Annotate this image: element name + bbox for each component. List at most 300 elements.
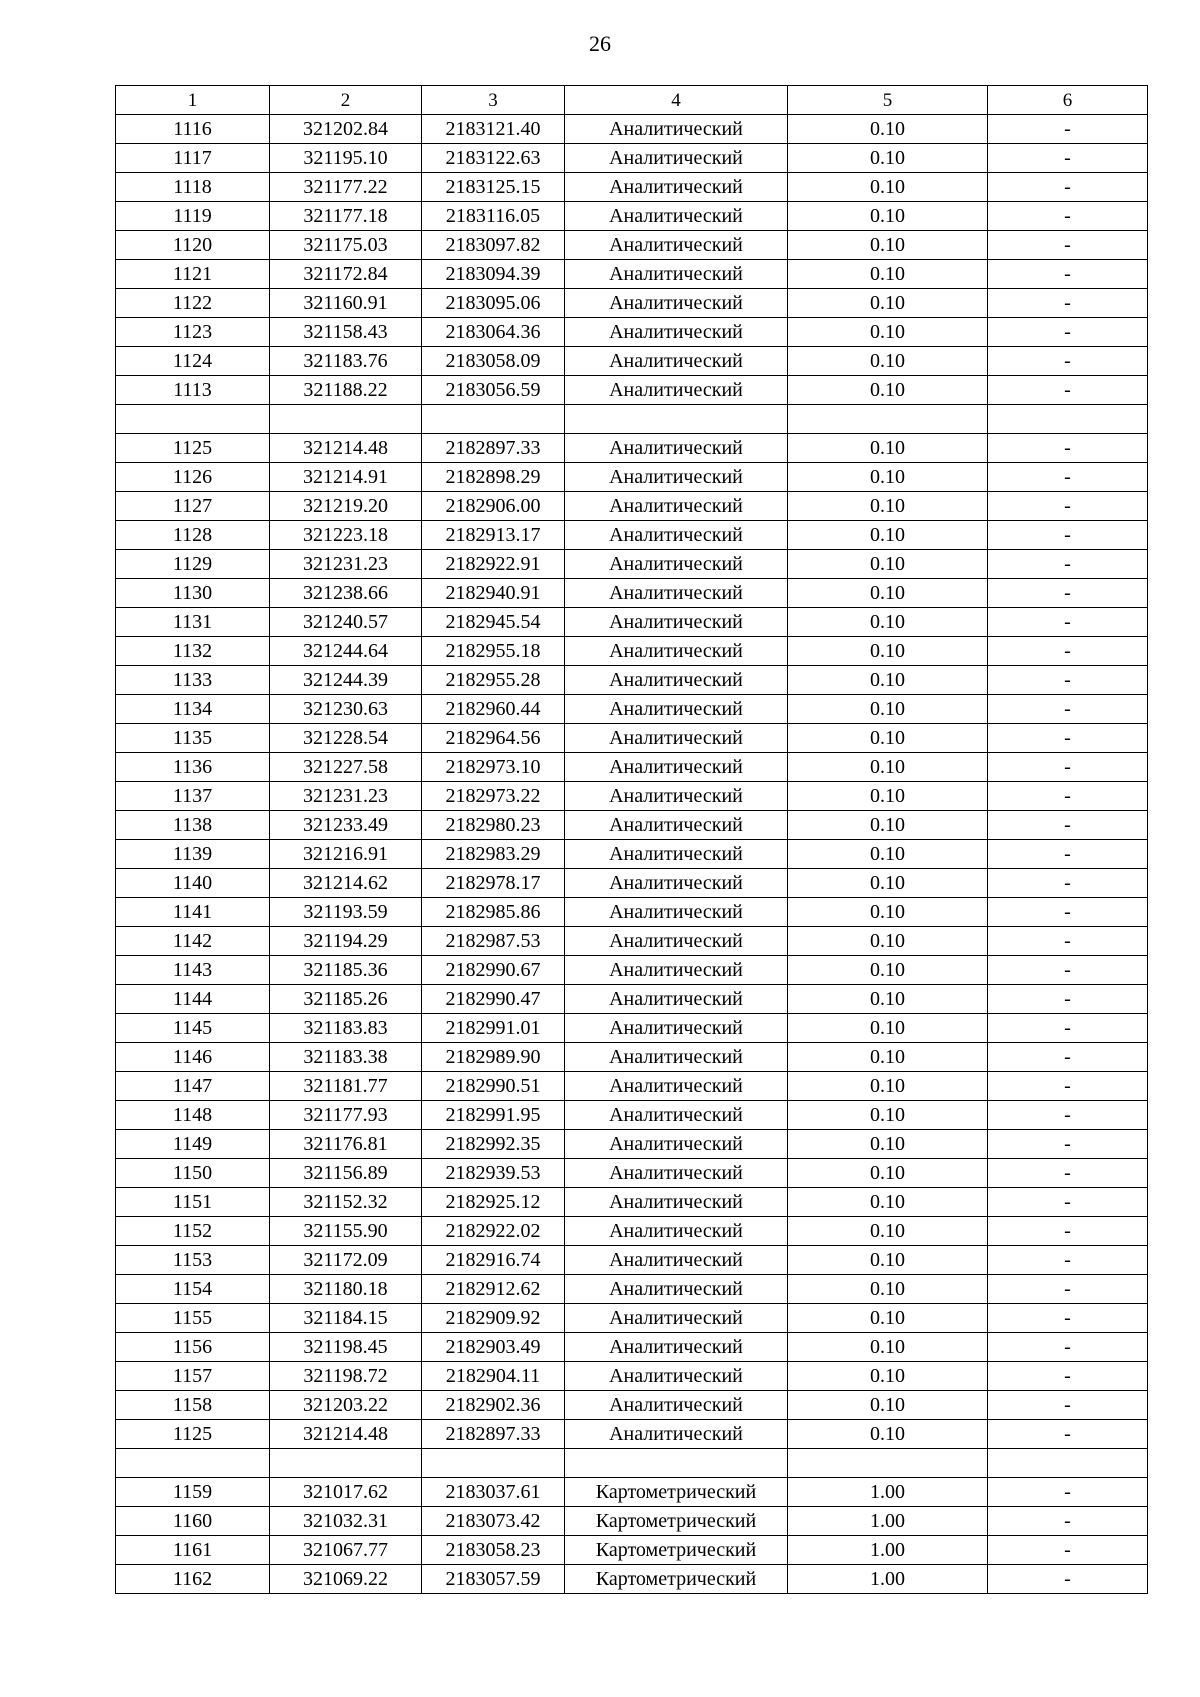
table-row [116, 1246, 1148, 1275]
note-cell: - [988, 1507, 1148, 1536]
note-cell: - [988, 1072, 1148, 1101]
table-row [116, 318, 1148, 347]
x-coordinate-cell: 321244.64 [270, 637, 422, 666]
note-cell: - [988, 724, 1148, 753]
x-coordinate-cell: 321240.57 [270, 608, 422, 637]
y-coordinate-cell: 2182980.23 [422, 811, 565, 840]
x-coordinate-cell: 321230.63 [270, 695, 422, 724]
note-cell: - [988, 231, 1148, 260]
point-number-cell: 1127 [116, 492, 270, 521]
x-coordinate-cell: 321184.15 [270, 1304, 422, 1333]
note-cell [988, 405, 1148, 434]
accuracy-cell: 1.00 [788, 1507, 988, 1536]
table-row [116, 869, 1148, 898]
x-coordinate-cell: 321231.23 [270, 550, 422, 579]
note-cell: - [988, 1304, 1148, 1333]
table-row [116, 985, 1148, 1014]
accuracy-cell: 0.10 [788, 376, 988, 405]
accuracy-cell: 0.10 [788, 1072, 988, 1101]
x-coordinate-cell: 321181.77 [270, 1072, 422, 1101]
accuracy-cell: 0.10 [788, 1130, 988, 1159]
x-coordinate-cell: 321219.20 [270, 492, 422, 521]
note-cell: - [988, 1014, 1148, 1043]
method-cell: Аналитический [565, 1043, 788, 1072]
y-coordinate-cell: 2182989.90 [422, 1043, 565, 1072]
point-number-cell: 1139 [116, 840, 270, 869]
y-coordinate-cell: 2182990.51 [422, 1072, 565, 1101]
note-cell: - [988, 1391, 1148, 1420]
table-row [116, 1478, 1148, 1507]
table-header [116, 86, 1148, 115]
x-coordinate-cell: 321155.90 [270, 1217, 422, 1246]
method-cell: Аналитический [565, 231, 788, 260]
note-cell: - [988, 202, 1148, 231]
note-cell: - [988, 289, 1148, 318]
method-cell: Аналитический [565, 1420, 788, 1449]
method-cell: Аналитический [565, 1072, 788, 1101]
point-number-cell: 1141 [116, 898, 270, 927]
accuracy-cell: 0.10 [788, 1101, 988, 1130]
method-cell: Аналитический [565, 608, 788, 637]
table-row [116, 463, 1148, 492]
table-row [116, 434, 1148, 463]
y-coordinate-cell: 2182960.44 [422, 695, 565, 724]
point-number-cell: 1137 [116, 782, 270, 811]
note-cell: - [988, 753, 1148, 782]
point-number-cell: 1129 [116, 550, 270, 579]
accuracy-cell: 0.10 [788, 1217, 988, 1246]
y-coordinate-cell: 2183122.63 [422, 144, 565, 173]
table-row [116, 1159, 1148, 1188]
accuracy-cell: 0.10 [788, 1275, 988, 1304]
table-row [116, 289, 1148, 318]
x-coordinate-cell: 321194.29 [270, 927, 422, 956]
x-coordinate-cell: 321233.49 [270, 811, 422, 840]
column-header-3: 3 [422, 86, 565, 115]
accuracy-cell: 0.10 [788, 1391, 988, 1420]
table-row [116, 550, 1148, 579]
note-cell: - [988, 695, 1148, 724]
point-number-cell: 1117 [116, 144, 270, 173]
table-row [116, 1333, 1148, 1362]
method-cell: Аналитический [565, 724, 788, 753]
accuracy-cell: 0.10 [788, 579, 988, 608]
y-coordinate-cell: 2182897.33 [422, 1420, 565, 1449]
note-cell: - [988, 115, 1148, 144]
point-number-cell: 1135 [116, 724, 270, 753]
point-number-cell: 1161 [116, 1536, 270, 1565]
point-number-cell: 1138 [116, 811, 270, 840]
point-number-cell: 1157 [116, 1362, 270, 1391]
note-cell: - [988, 985, 1148, 1014]
point-number-cell [116, 405, 270, 434]
y-coordinate-cell: 2182973.22 [422, 782, 565, 811]
y-coordinate-cell: 2182964.56 [422, 724, 565, 753]
note-cell: - [988, 521, 1148, 550]
accuracy-cell: 0.10 [788, 1304, 988, 1333]
table-row [116, 115, 1148, 144]
x-coordinate-cell: 321214.62 [270, 869, 422, 898]
table-row [116, 927, 1148, 956]
note-cell: - [988, 811, 1148, 840]
note-cell: - [988, 1188, 1148, 1217]
accuracy-cell: 0.10 [788, 347, 988, 376]
note-cell: - [988, 492, 1148, 521]
accuracy-cell: 0.10 [788, 608, 988, 637]
x-coordinate-cell: 321017.62 [270, 1478, 422, 1507]
note-cell: - [988, 1043, 1148, 1072]
method-cell: Аналитический [565, 1188, 788, 1217]
accuracy-cell: 0.10 [788, 318, 988, 347]
accuracy-cell: 0.10 [788, 1014, 988, 1043]
table-row [116, 521, 1148, 550]
accuracy-cell: 1.00 [788, 1536, 988, 1565]
accuracy-cell: 1.00 [788, 1478, 988, 1507]
method-cell: Аналитический [565, 376, 788, 405]
accuracy-cell: 0.10 [788, 898, 988, 927]
y-coordinate-cell: 2183058.23 [422, 1536, 565, 1565]
accuracy-cell: 0.10 [788, 1043, 988, 1072]
method-cell: Аналитический [565, 115, 788, 144]
note-cell: - [988, 579, 1148, 608]
y-coordinate-cell: 2182939.53 [422, 1159, 565, 1188]
accuracy-cell [788, 1449, 988, 1478]
table-body [116, 115, 1148, 1594]
point-number-cell: 1152 [116, 1217, 270, 1246]
note-cell: - [988, 1130, 1148, 1159]
method-cell: Аналитический [565, 1362, 788, 1391]
note-cell: - [988, 782, 1148, 811]
method-cell: Аналитический [565, 579, 788, 608]
x-coordinate-cell: 321223.18 [270, 521, 422, 550]
x-coordinate-cell: 321177.18 [270, 202, 422, 231]
method-cell: Аналитический [565, 666, 788, 695]
method-cell: Аналитический [565, 260, 788, 289]
note-cell: - [988, 608, 1148, 637]
y-coordinate-cell: 2182955.28 [422, 666, 565, 695]
note-cell: - [988, 463, 1148, 492]
table-row [116, 1014, 1148, 1043]
method-cell: Аналитический [565, 202, 788, 231]
point-number-cell: 1122 [116, 289, 270, 318]
point-number-cell: 1146 [116, 1043, 270, 1072]
method-cell: Аналитический [565, 521, 788, 550]
y-coordinate-cell: 2183037.61 [422, 1478, 565, 1507]
point-number-cell: 1162 [116, 1565, 270, 1594]
x-coordinate-cell: 321227.58 [270, 753, 422, 782]
table-row [116, 144, 1148, 173]
method-cell: Аналитический [565, 347, 788, 376]
y-coordinate-cell: 2182955.18 [422, 637, 565, 666]
point-number-cell: 1149 [116, 1130, 270, 1159]
method-cell: Аналитический [565, 1014, 788, 1043]
accuracy-cell: 0.10 [788, 637, 988, 666]
x-coordinate-cell: 321160.91 [270, 289, 422, 318]
accuracy-cell: 0.10 [788, 492, 988, 521]
table-row [116, 1507, 1148, 1536]
accuracy-cell: 0.10 [788, 1246, 988, 1275]
note-cell: - [988, 1420, 1148, 1449]
method-cell: Аналитический [565, 1246, 788, 1275]
x-coordinate-cell: 321185.26 [270, 985, 422, 1014]
method-cell: Аналитический [565, 1333, 788, 1362]
note-cell: - [988, 1333, 1148, 1362]
note-cell: - [988, 956, 1148, 985]
column-header-1: 1 [116, 86, 270, 115]
x-coordinate-cell: 321183.38 [270, 1043, 422, 1072]
table-row [116, 782, 1148, 811]
table-row [116, 898, 1148, 927]
point-number-cell: 1128 [116, 521, 270, 550]
y-coordinate-cell: 2182922.91 [422, 550, 565, 579]
accuracy-cell: 0.10 [788, 695, 988, 724]
coordinates-table [115, 85, 1148, 1594]
method-cell: Аналитический [565, 840, 788, 869]
method-cell: Аналитический [565, 637, 788, 666]
method-cell [565, 1449, 788, 1478]
x-coordinate-cell: 321152.32 [270, 1188, 422, 1217]
y-coordinate-cell: 2182909.92 [422, 1304, 565, 1333]
accuracy-cell: 0.10 [788, 173, 988, 202]
table-row [116, 347, 1148, 376]
table-row [116, 753, 1148, 782]
column-header-6: 6 [988, 86, 1148, 115]
method-cell: Аналитический [565, 144, 788, 173]
point-number-cell: 1134 [116, 695, 270, 724]
column-header-4: 4 [565, 86, 788, 115]
point-number-cell: 1125 [116, 434, 270, 463]
point-number-cell: 1142 [116, 927, 270, 956]
point-number-cell: 1133 [116, 666, 270, 695]
accuracy-cell: 0.10 [788, 869, 988, 898]
note-cell: - [988, 898, 1148, 927]
method-cell: Аналитический [565, 1217, 788, 1246]
note-cell: - [988, 1362, 1148, 1391]
point-number-cell: 1143 [116, 956, 270, 985]
point-number-cell: 1153 [116, 1246, 270, 1275]
table-row [116, 840, 1148, 869]
y-coordinate-cell: 2183125.15 [422, 173, 565, 202]
note-cell: - [988, 637, 1148, 666]
note-cell: - [988, 318, 1148, 347]
method-cell: Аналитический [565, 1101, 788, 1130]
method-cell: Картометрический [565, 1478, 788, 1507]
y-coordinate-cell: 2183073.42 [422, 1507, 565, 1536]
x-coordinate-cell [270, 1449, 422, 1478]
y-coordinate-cell: 2182992.35 [422, 1130, 565, 1159]
method-cell: Аналитический [565, 1275, 788, 1304]
table-row [116, 492, 1148, 521]
y-coordinate-cell: 2183064.36 [422, 318, 565, 347]
point-number-cell: 1121 [116, 260, 270, 289]
point-number-cell: 1160 [116, 1507, 270, 1536]
y-coordinate-cell [422, 405, 565, 434]
point-number-cell: 1148 [116, 1101, 270, 1130]
y-coordinate-cell: 2183097.82 [422, 231, 565, 260]
accuracy-cell [788, 405, 988, 434]
note-cell: - [988, 434, 1148, 463]
method-cell: Аналитический [565, 956, 788, 985]
note-cell: - [988, 869, 1148, 898]
method-cell: Картометрический [565, 1565, 788, 1594]
method-cell: Аналитический [565, 1130, 788, 1159]
method-cell: Аналитический [565, 1391, 788, 1420]
method-cell: Аналитический [565, 550, 788, 579]
x-coordinate-cell: 321158.43 [270, 318, 422, 347]
point-number-cell: 1158 [116, 1391, 270, 1420]
x-coordinate-cell: 321195.10 [270, 144, 422, 173]
point-number-cell: 1130 [116, 579, 270, 608]
table-row [116, 666, 1148, 695]
accuracy-cell: 0.10 [788, 985, 988, 1014]
x-coordinate-cell: 321067.77 [270, 1536, 422, 1565]
table-row [116, 1130, 1148, 1159]
point-number-cell: 1123 [116, 318, 270, 347]
method-cell: Аналитический [565, 695, 788, 724]
y-coordinate-cell: 2183056.59 [422, 376, 565, 405]
method-cell: Аналитический [565, 985, 788, 1014]
point-number-cell: 1118 [116, 173, 270, 202]
note-cell: - [988, 1246, 1148, 1275]
y-coordinate-cell: 2183116.05 [422, 202, 565, 231]
point-number-cell: 1145 [116, 1014, 270, 1043]
accuracy-cell: 0.10 [788, 289, 988, 318]
y-coordinate-cell: 2182913.17 [422, 521, 565, 550]
x-coordinate-cell: 321177.22 [270, 173, 422, 202]
method-cell: Аналитический [565, 782, 788, 811]
method-cell: Аналитический [565, 434, 788, 463]
note-cell: - [988, 550, 1148, 579]
point-number-cell: 1119 [116, 202, 270, 231]
note-cell: - [988, 1101, 1148, 1130]
column-header-5: 5 [788, 86, 988, 115]
y-coordinate-cell: 2182987.53 [422, 927, 565, 956]
point-number-cell: 1144 [116, 985, 270, 1014]
table-row [116, 405, 1148, 434]
y-coordinate-cell: 2182991.01 [422, 1014, 565, 1043]
y-coordinate-cell: 2182904.11 [422, 1362, 565, 1391]
table-row [116, 1536, 1148, 1565]
point-number-cell [116, 1449, 270, 1478]
x-coordinate-cell: 321214.48 [270, 1420, 422, 1449]
y-coordinate-cell: 2182916.74 [422, 1246, 565, 1275]
x-coordinate-cell: 321172.84 [270, 260, 422, 289]
point-number-cell: 1140 [116, 869, 270, 898]
method-cell: Аналитический [565, 1304, 788, 1333]
x-coordinate-cell: 321175.03 [270, 231, 422, 260]
method-cell: Аналитический [565, 927, 788, 956]
y-coordinate-cell: 2183057.59 [422, 1565, 565, 1594]
table-row [116, 579, 1148, 608]
accuracy-cell: 0.10 [788, 434, 988, 463]
note-cell: - [988, 1536, 1148, 1565]
x-coordinate-cell [270, 405, 422, 434]
table-row [116, 1101, 1148, 1130]
table-row [116, 1188, 1148, 1217]
point-number-cell: 1124 [116, 347, 270, 376]
x-coordinate-cell: 321156.89 [270, 1159, 422, 1188]
x-coordinate-cell: 321180.18 [270, 1275, 422, 1304]
x-coordinate-cell: 321032.31 [270, 1507, 422, 1536]
point-number-cell: 1126 [116, 463, 270, 492]
note-cell: - [988, 144, 1148, 173]
y-coordinate-cell: 2183121.40 [422, 115, 565, 144]
accuracy-cell: 0.10 [788, 811, 988, 840]
accuracy-cell: 0.10 [788, 202, 988, 231]
method-cell: Аналитический [565, 811, 788, 840]
x-coordinate-cell: 321188.22 [270, 376, 422, 405]
x-coordinate-cell: 321214.91 [270, 463, 422, 492]
method-cell [565, 405, 788, 434]
point-number-cell: 1151 [116, 1188, 270, 1217]
method-cell: Аналитический [565, 898, 788, 927]
x-coordinate-cell: 321198.72 [270, 1362, 422, 1391]
header-row [116, 86, 1148, 115]
y-coordinate-cell: 2182940.91 [422, 579, 565, 608]
method-cell: Аналитический [565, 173, 788, 202]
x-coordinate-cell: 321202.84 [270, 115, 422, 144]
point-number-cell: 1150 [116, 1159, 270, 1188]
note-cell: - [988, 927, 1148, 956]
table-row [116, 1275, 1148, 1304]
point-number-cell: 1125 [116, 1420, 270, 1449]
x-coordinate-cell: 321231.23 [270, 782, 422, 811]
accuracy-cell: 0.10 [788, 724, 988, 753]
point-number-cell: 1147 [116, 1072, 270, 1101]
x-coordinate-cell: 321069.22 [270, 1565, 422, 1594]
table-row [116, 202, 1148, 231]
note-cell: - [988, 666, 1148, 695]
table-row [116, 1420, 1148, 1449]
method-cell: Аналитический [565, 753, 788, 782]
y-coordinate-cell: 2182912.62 [422, 1275, 565, 1304]
table-row [116, 637, 1148, 666]
table-row [116, 1362, 1148, 1391]
accuracy-cell: 0.10 [788, 927, 988, 956]
y-coordinate-cell: 2182903.49 [422, 1333, 565, 1362]
accuracy-cell: 0.10 [788, 231, 988, 260]
y-coordinate-cell: 2182985.86 [422, 898, 565, 927]
accuracy-cell: 0.10 [788, 260, 988, 289]
table-row [116, 1565, 1148, 1594]
x-coordinate-cell: 321183.83 [270, 1014, 422, 1043]
y-coordinate-cell: 2182906.00 [422, 492, 565, 521]
point-number-cell: 1154 [116, 1275, 270, 1304]
table-row [116, 173, 1148, 202]
note-cell: - [988, 347, 1148, 376]
y-coordinate-cell: 2182898.29 [422, 463, 565, 492]
x-coordinate-cell: 321214.48 [270, 434, 422, 463]
table-row [116, 1449, 1148, 1478]
table-row [116, 608, 1148, 637]
accuracy-cell: 0.10 [788, 115, 988, 144]
y-coordinate-cell: 2182983.29 [422, 840, 565, 869]
accuracy-cell: 0.10 [788, 666, 988, 695]
point-number-cell: 1113 [116, 376, 270, 405]
method-cell: Аналитический [565, 1159, 788, 1188]
table-row [116, 695, 1148, 724]
y-coordinate-cell: 2182945.54 [422, 608, 565, 637]
x-coordinate-cell: 321183.76 [270, 347, 422, 376]
method-cell: Аналитический [565, 492, 788, 521]
y-coordinate-cell: 2183094.39 [422, 260, 565, 289]
note-cell: - [988, 840, 1148, 869]
note-cell: - [988, 260, 1148, 289]
note-cell: - [988, 173, 1148, 202]
accuracy-cell: 0.10 [788, 840, 988, 869]
point-number-cell: 1120 [116, 231, 270, 260]
table-row [116, 376, 1148, 405]
